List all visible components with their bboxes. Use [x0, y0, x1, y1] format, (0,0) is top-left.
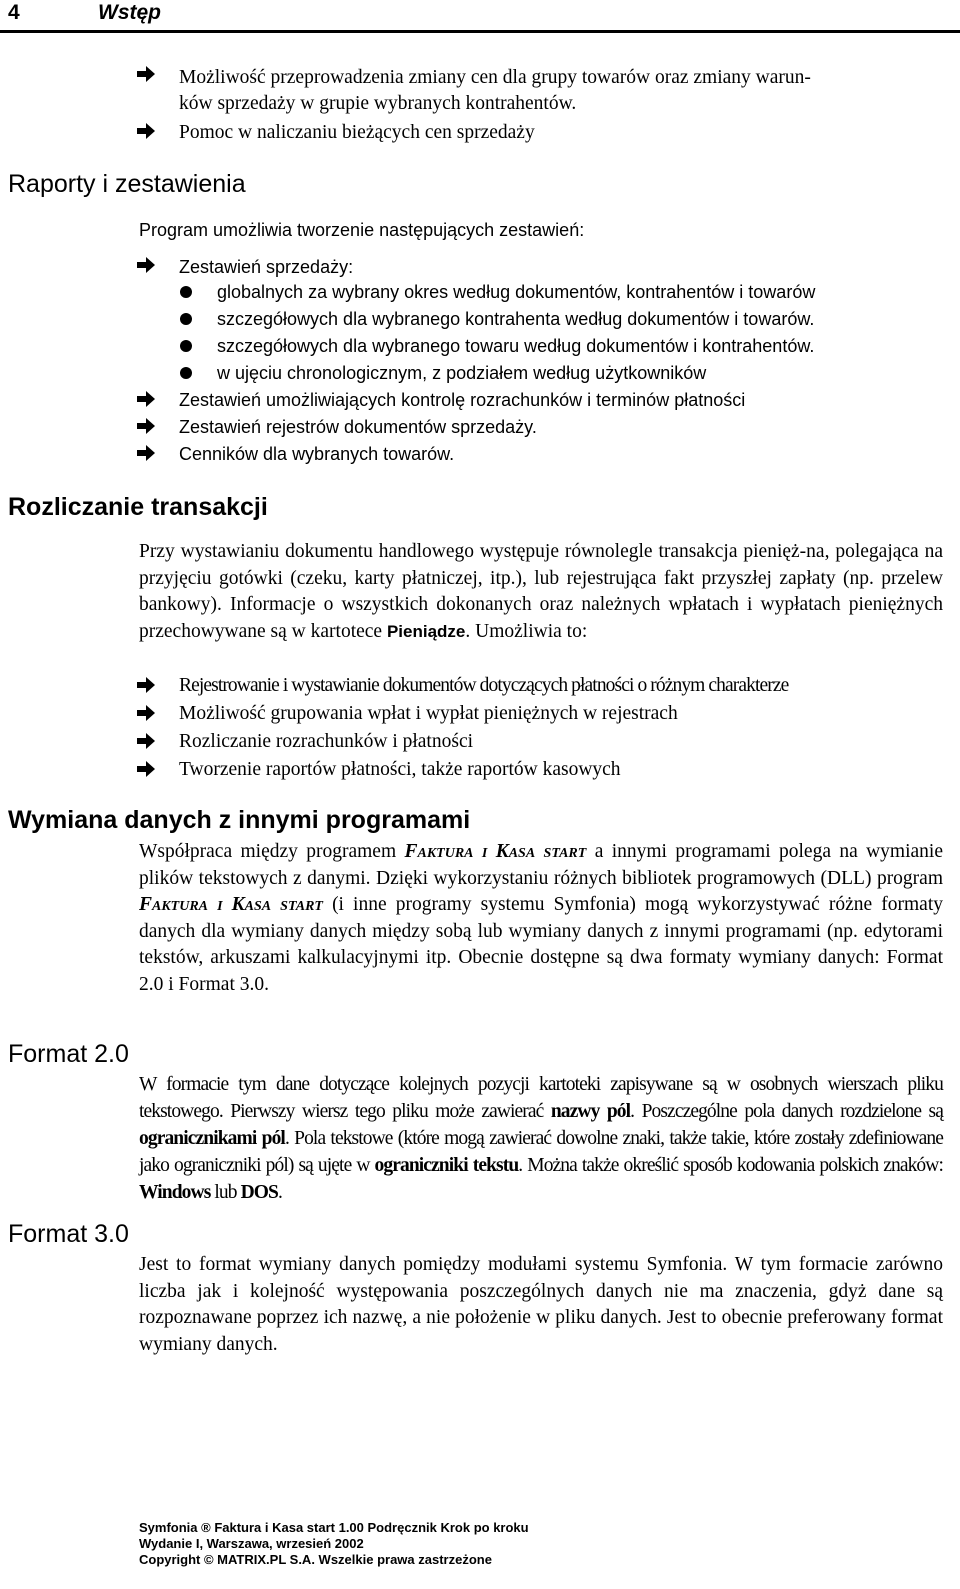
- round-bullet-icon: [180, 313, 192, 325]
- arrow-bullet-icon: [137, 705, 155, 721]
- list-item: Rozliczanie rozrachunków i płatności: [179, 731, 474, 752]
- list-item-continuation: ków sprzedaży w grupie wybranych kontrahentów.: [179, 93, 577, 114]
- footer-line: Copyright © MATRIX.PL S.A. Wszelkie prawa zastrzeżone: [139, 1552, 492, 1567]
- arrow-bullet-icon: [137, 123, 155, 139]
- round-bullet-icon: [180, 340, 192, 352]
- sub-list-item: w ujęciu chronologicznym, z podziałem według użytkowników: [217, 363, 707, 383]
- section-paragraph: [139, 1071, 943, 1206]
- footer-line: Symfonia ® Faktura i Kasa start 1.00 Podręcznik Krok po kroku: [139, 1520, 529, 1535]
- emphasis-term: ograniczniki tekstu: [374, 1155, 519, 1176]
- page-number: 4: [8, 1, 20, 24]
- section-intro: Program umożliwia tworzenie następujących zestawień:: [139, 220, 585, 240]
- paragraph-text: . Można także określić sposób kodowania polskich znaków:: [518, 1155, 943, 1176]
- round-bullet-icon: [180, 367, 192, 379]
- list-item: Pomoc w naliczaniu bieżących cen sprzedaży: [179, 122, 535, 143]
- section-heading-rozliczanie: Rozliczanie transakcji: [8, 493, 268, 521]
- arrow-bullet-icon: [137, 257, 155, 273]
- module-keyword: Pieniądze: [386, 621, 466, 641]
- arrow-bullet-icon: [137, 761, 155, 777]
- section-heading-wymiana: Wymiana danych z innymi programami: [8, 806, 471, 834]
- paragraph-text: .: [277, 1182, 282, 1203]
- list-item: Możliwość przeprowadzenia zmiany cen dla grupy towarów oraz zmiany warun-: [179, 67, 811, 88]
- emphasis-term: DOS: [240, 1182, 278, 1203]
- sub-list-item: szczegółowych dla wybranego kontrahenta według dokumentów i towarów.: [217, 309, 815, 329]
- list-item: Tworzenie raportów płatności, także raportów kasowych: [179, 759, 621, 780]
- sub-list-item: szczegółowych dla wybranego towaru według dokumentów i kontrahentów.: [217, 336, 815, 356]
- list-item: Rejestrowanie i wystawianie dokumentów dotyczących płatności o różnym charakterze: [179, 675, 789, 696]
- round-bullet-icon: [180, 286, 192, 298]
- emphasis-term: nazwy pól: [550, 1101, 631, 1122]
- emphasis-term: ogranicznikami pól: [139, 1128, 285, 1149]
- paragraph-text: . Pola tekstowe (które mogą zawierać dowolne znaki, także takie, które zostały zdefiniowane jako ograniczniki pól) są ujęte w: [139, 1128, 943, 1176]
- section-paragraph: [139, 539, 943, 645]
- footer-line: Wydanie I, Warszawa, wrzesień 2002: [139, 1536, 364, 1551]
- list-item: Zestawień umożliwiających kontrolę rozrachunków i terminów płatności: [179, 390, 746, 410]
- page-header: [0, 0, 960, 34]
- list-item: Cenników dla wybranych towarów.: [179, 444, 455, 464]
- section-heading-raporty: Raporty i zestawienia: [8, 170, 246, 198]
- page-footer: [139, 1520, 529, 1568]
- paragraph-text: Współpraca między programem: [139, 841, 405, 862]
- paragraph-text: W formacie tym dane dotyczące kolejnych pozycji kartoteki zapisywane są w osobnych wierszach pliku tekstowego. Pierwszy wiersz tego pliku może zawierać: [139, 1074, 943, 1122]
- list-item: Możliwość grupowania wpłat i wypłat pieniężnych w rejestrach: [179, 703, 678, 724]
- product-name: Faktura i Kasa start: [404, 841, 587, 862]
- product-name: Faktura i Kasa start: [139, 894, 323, 915]
- section-paragraph: Jest to format wymiany danych pomiędzy modułami systemu Symfonia. W tym formacie zarówno liczba jak i kolejność występowania poszczególnych danych nie ma znaczenia, gdyż dane są rozpoznawane poprzez ich nazwę, a nie położenie w pliku danych. Jest to obecnie preferowany format wymiany danych.: [139, 1254, 943, 1355]
- paragraph-text: . Poszczególne pola danych rozdzielone są: [630, 1101, 943, 1122]
- list-item: Zestawień rejestrów dokumentów sprzedaży.: [179, 417, 537, 437]
- arrow-bullet-icon: [137, 733, 155, 749]
- section-paragraph: [139, 839, 943, 998]
- section-heading-format-3: Format 3.0: [8, 1220, 129, 1248]
- paragraph-text: lub: [210, 1182, 241, 1203]
- list-item: Zestawień sprzedaży:: [179, 257, 354, 277]
- paragraph-text: . Umożliwia to:: [465, 620, 588, 642]
- sub-list-item: globalnych za wybrany okres według dokumentów, kontrahentów i towarów: [217, 282, 816, 302]
- arrow-bullet-icon: [137, 677, 155, 693]
- paragraph-text: Przy wystawianiu dokumentu handlowego występuje równolegle transakcja pienięż-na, polegająca na przyjęciu gotówki (czeku, karty płatniczej, itp.), lub rejestrująca fakt przyszłej zapłaty (np. przelew bankowy). Informacje o wszystkich dokonanych oraz należnych wpłatach i wypłatach pieniężnych przechowywane są w kartotece: [139, 541, 943, 642]
- arrow-bullet-icon: [137, 66, 155, 82]
- header-rule: [0, 30, 960, 33]
- arrow-bullet-icon: [137, 391, 155, 407]
- paragraph-text: a innymi programami polega na wymianie plików tekstowych z danymi. Dzięki wykorzystaniu różnych bibliotek programowych (DLL) program: [139, 841, 943, 889]
- section-heading-format-2: Format 2.0: [8, 1040, 129, 1068]
- arrow-bullet-icon: [137, 418, 155, 434]
- chapter-title: Wstęp: [98, 1, 161, 24]
- arrow-bullet-icon: [137, 445, 155, 461]
- paragraph-text: (i inne programy systemu Symfonia) mogą wykorzystywać różne formaty danych dla wymiany danych między sobą lub wymiany danych z innymi programami (np. edytorami tekstów, arkuszami kalkulacyjnymi itp. Obecnie dostępne są dwa formaty wymiany danych: Format 2.0 i Format 3.0.: [139, 894, 943, 995]
- emphasis-term: Windows: [139, 1182, 211, 1203]
